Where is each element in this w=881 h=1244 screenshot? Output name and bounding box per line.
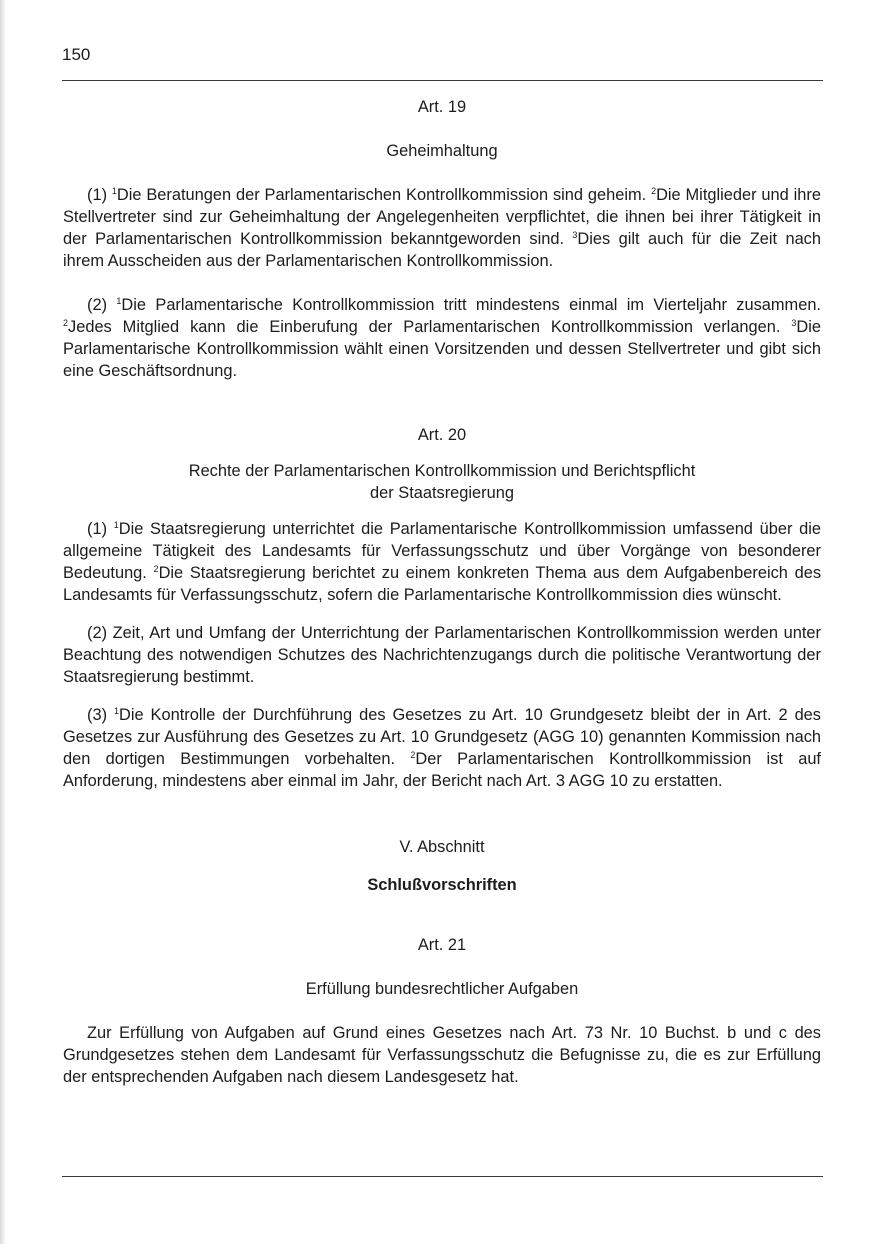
sentence: Der Parlamentarischen Kontrollkommission ist auf Anforderung, mindestens aber einmal im Jahr, der Bericht nach Art. 3 AGG 10 zu erstatten. xyxy=(63,750,821,790)
sentence-marker: 2 xyxy=(651,186,657,196)
paragraph-lead: (3) xyxy=(87,706,114,724)
page-number: 150 xyxy=(62,45,91,64)
sentence: Dies gilt auch für die Zeit nach ihrem Ausscheiden aus der Parlamentarischen Kontrollkommission. xyxy=(63,230,821,270)
sentence-marker: 2 xyxy=(63,318,69,328)
section-title: Schlußvorschriften xyxy=(367,876,517,894)
art20-paragraph-2: (2) Zeit, Art und Umfang der Unterrichtung der Parlamentarischen Kontrollkommission werden unter Beachtung des notwendigen Schutzes des Nachrichtenzugangs durch die politische Verantwortung der Staatsregierung bestimmt. xyxy=(63,624,821,686)
paragraph-lead: (1) xyxy=(87,520,114,538)
sentence: Die Mitglieder und ihre Stellvertreter sind zur Geheimhaltung der Angelegenheiten verpflichtet, die ihnen bei ihrer Tätigkeit in der Parlamentarischen Kontrollkommission bekanntgeworden sind. xyxy=(63,186,821,248)
header-rule xyxy=(62,80,823,81)
sentence: Die Parlamentarische Kontrollkommission tritt mindestens einmal im Vierteljahr zusammen. xyxy=(121,296,821,314)
art21-paragraph-1: Zur Erfüllung von Aufgaben auf Grund eines Gesetzes nach Art. 73 Nr. 10 Buchst. b und c des Grundgesetzes stehen dem Landesamt für Verfassungsschutz die Befugnisse zu, die es zur Erfüllung der entsprechenden Aufgaben nach diesem Landesgesetz hat. xyxy=(63,1024,821,1086)
art20-title-line-1: Rechte der Parlamentarischen Kontrollkommission und Berichtspflicht xyxy=(188,462,696,480)
art19-number: Art. 19 xyxy=(417,98,467,116)
page-edge-shadow xyxy=(0,0,6,1244)
paragraph-lead: (1) xyxy=(87,186,112,204)
art21-title: Erfüllung bundesrechtlicher Aufgaben xyxy=(305,980,579,998)
sentence: Jedes Mitglied kann die Einberufung der Parlamentarischen Kontrollkommission verlangen. xyxy=(68,318,792,336)
footer-rule xyxy=(62,1176,823,1177)
sentence-marker: 3 xyxy=(572,230,578,240)
art20-paragraph-3 xyxy=(63,704,821,792)
sentence: Die Staatsregierung berichtet zu einem konkreten Thema aus dem Aufgabenbereich des Landesamts für Verfassungsschutz, sofern die Parlamentarische Kontrollkommission dies wünscht. xyxy=(63,564,822,604)
art19-paragraph-1 xyxy=(63,184,821,272)
document-body xyxy=(63,96,821,1088)
sentence-marker: 3 xyxy=(791,318,797,328)
art20-paragraph-1 xyxy=(63,518,821,606)
sentence: Die Kontrolle der Durchführung des Gesetzes zu Art. 10 Grundgesetz bleibt der in Art. 2 des Gesetzes zur Ausführung des Gesetzes zu Art. 10 Grundgesetz (AGG 10) genannten Kommission nach den dortigen Bestimmungen vorbehalten. xyxy=(63,706,821,768)
art19-paragraph-2 xyxy=(63,294,821,382)
section-label: V. Abschnitt xyxy=(399,838,485,856)
sentence-marker: 1 xyxy=(116,296,122,306)
sentence-marker: 1 xyxy=(114,706,120,716)
sentence-marker: 1 xyxy=(113,520,119,530)
sentence: Die Beratungen der Parlamentarischen Kontrollkommission sind geheim. xyxy=(116,186,652,204)
sentence-marker: 2 xyxy=(153,564,159,574)
art21-number: Art. 21 xyxy=(417,936,467,954)
paragraph-lead: (2) xyxy=(87,296,117,314)
art19-title: Geheimhaltung xyxy=(386,142,498,160)
art20-title xyxy=(63,460,821,504)
sentence-marker: 1 xyxy=(111,186,117,196)
art20-number: Art. 20 xyxy=(417,426,467,444)
sentence-marker: 2 xyxy=(410,750,416,760)
art20-title-line-2: der Staatsregierung xyxy=(370,484,514,502)
sentence: Die Parlamentarische Kontrollkommission wählt einen Vorsitzenden und dessen Stellvertreter und gibt sich eine Geschäftsordnung. xyxy=(63,318,821,380)
sentence: Die Staatsregierung unterrichtet die Parlamentarische Kontrollkommission umfassend über die allgemeine Tätigkeit des Landesamts für Verfassungsschutz und über Vorgänge von besonderer Bedeutung. xyxy=(63,520,821,582)
